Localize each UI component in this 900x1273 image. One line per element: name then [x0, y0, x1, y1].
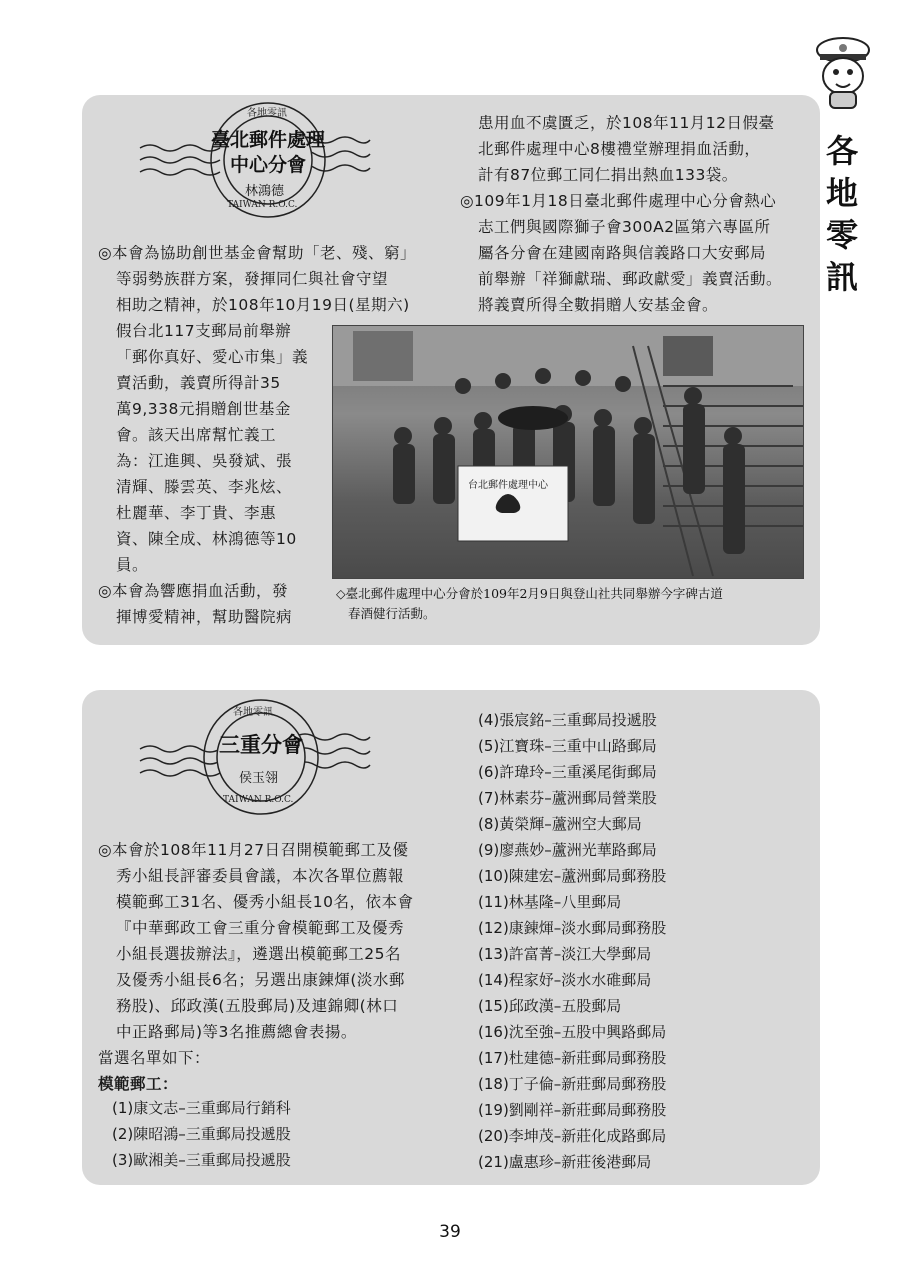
sanchong-paragraph [98, 837, 468, 1097]
text-line: 假台北117支郵局前舉辦 [116, 322, 292, 340]
list-item: (12)康錬煇–淡水郵局郵務股 [478, 919, 667, 937]
list-item: (4)張宸銘–三重郵局投遞股 [478, 711, 657, 729]
stamp-title [211, 733, 311, 758]
stamp-title-line: 中心分會 [229, 154, 306, 176]
list-item: (11)林基隆–八里郵局 [478, 893, 622, 911]
text-line: 「郵你真好、愛心市集」義 [116, 348, 309, 366]
side-title-char: 地 [825, 174, 858, 212]
list-item: (17)杜建德–新莊郵局郵務股 [478, 1049, 667, 1067]
side-title-char: 各 [825, 132, 858, 170]
side-title-char: 零 [825, 216, 858, 254]
text-line: 相助之精神，於108年10月19日(星期六) [116, 296, 410, 314]
postmark-stamp-taipei [135, 100, 375, 220]
stamp-title [203, 128, 333, 178]
text-line: 患用血不虞匱乏，於108年11月12日假臺 [478, 114, 775, 132]
text-line: 萬9,338元捐贈創世基金 [116, 400, 291, 418]
list-item: (5)江寶珠–三重中山路郵局 [478, 737, 657, 755]
stamp-title-line: 三重分會 [219, 733, 303, 757]
text-line: 會。該天出席幫忙義工 [116, 426, 277, 444]
list-item: (13)許富菁–淡江大學郵局 [478, 945, 652, 963]
list-item: (20)李坤茂–新莊化成路郵局 [478, 1127, 667, 1145]
list-item: (7)林素芬–蘆洲郵局營業股 [478, 789, 657, 807]
caption-line: 春酒健行活動。 [348, 606, 436, 621]
text-line: 杜麗華、李丁貴、李惠 [116, 504, 277, 522]
stamp-arc-bottom: TAIWAN R.O.C. [227, 200, 298, 210]
list-item: (10)陳建宏–蘆洲郵局郵務股 [478, 867, 667, 885]
text-line: 揮博愛精神，幫助醫院病 [116, 608, 293, 626]
caption-line: ◇臺北郵件處理中心分會於109年2月9日與登山社共同舉辦今字碑古道 [336, 586, 723, 601]
text-line: ◎109年1月18日臺北郵件處理中心分會熱心 [460, 192, 777, 210]
list-item: (16)沈至強–五股中興路郵局 [478, 1023, 667, 1041]
text-line: 前舉辦「祥獅獻瑞、郵政獻愛」義賣活動。 [478, 270, 783, 288]
side-title-char: 訊 [825, 258, 858, 296]
stamp-author: 林鴻德 [245, 184, 285, 199]
mascot-icon [808, 32, 878, 112]
text-line: 務股)、邱政漢(五股郵局)及連錦卿(林口 [116, 997, 399, 1015]
stamp-author: 侯玉翎 [239, 771, 279, 786]
list-item: (2)陳昭鴻–三重郵局投遞股 [112, 1125, 291, 1143]
text-line: 志工們與國際獅子會300A2區第六專區所 [478, 218, 771, 236]
list-item: (1)康文志–三重郵局行銷科 [112, 1099, 291, 1117]
group-photo [332, 325, 804, 579]
stamp-title-line: 臺北郵件處理 [210, 129, 325, 151]
text-line: 屬各分會在建國南路與信義路口大安郵局 [478, 244, 767, 262]
text-line: 『中華郵政工會三重分會模範郵工及優秀 [116, 919, 405, 937]
postmark-stamp-sanchong [135, 697, 375, 817]
text-line: 小組長選拔辦法』，遴選出模範郵工25名 [116, 945, 401, 963]
text-line: 賣活動，義賣所得計35 [116, 374, 281, 392]
stamp-arc-top: 各地零訊 [247, 108, 287, 119]
right-column [460, 110, 810, 318]
text-line: 中正路郵局)等3名推薦總會表揚。 [116, 1023, 357, 1041]
list-item: (21)盧惠珍–新莊後港郵局 [478, 1153, 652, 1171]
list-item: (8)黃榮輝–蘆洲空大郵局 [478, 815, 642, 833]
winner-list-left [112, 1095, 291, 1173]
list-item: (19)劉剛祥–新莊郵局郵務股 [478, 1101, 667, 1119]
list-intro: 當選名單如下： [98, 1049, 211, 1067]
text-line: 秀小組長評審委員會議，本次各單位薦報 [116, 867, 405, 885]
stamp-arc-top: 各地零訊 [233, 707, 273, 718]
photo-caption [336, 584, 816, 624]
stamp-arc-bottom: TAIWAN R.O.C. [223, 795, 294, 805]
text-line: 資、陳全成、林鴻德等10 [116, 530, 297, 548]
list-heading: 模範郵工： [98, 1075, 179, 1093]
text-line: ◎本會於108年11月27日召開模範郵工及優 [98, 841, 409, 859]
winner-list-right [478, 707, 666, 1175]
side-title [822, 130, 862, 298]
list-item: (14)程家妤–淡水水碓郵局 [478, 971, 652, 989]
list-item: (3)歐湘美–三重郵局投遞股 [112, 1151, 291, 1169]
text-line: ◎本會為協助創世基金會幫助「老、殘、窮」 [98, 244, 417, 262]
banner-text: 台北郵件處理中心 [468, 480, 548, 491]
list-item: (9)廖燕妙–蘆洲光華路郵局 [478, 841, 657, 859]
text-line: 員。 [116, 556, 149, 574]
text-line: 為：江進興、吳發斌、張 [116, 452, 293, 470]
page-number: 39 [439, 1222, 461, 1242]
text-line: ◎本會為響應捐血活動，發 [98, 582, 289, 600]
text-line: 將義賣所得全數捐贈人安基金會。 [478, 296, 719, 314]
text-line: 等弱勢族群方案，發揮同仁與社會守望 [116, 270, 389, 288]
text-line: 模範郵工31名、優秀小組長10名，依本會 [116, 893, 414, 911]
list-item: (6)許瑋玲–三重溪尾街郵局 [478, 763, 657, 781]
text-line: 清輝、滕雲英、李兆炫、 [116, 478, 293, 496]
list-item: (18)丁子倫–新莊郵局郵務股 [478, 1075, 667, 1093]
left-column-narrow [98, 318, 323, 630]
text-line: 北郵件處理中心8樓禮堂辦理捐血活動， [478, 140, 761, 158]
text-line: 及優秀小組長6名；另選出康錬煇(淡水郵 [116, 971, 405, 989]
list-item: (15)邱政漢–五股郵局 [478, 997, 622, 1015]
left-column-top [98, 240, 458, 318]
text-line: 計有87位郵工同仁捐出熱血133袋。 [478, 166, 738, 184]
